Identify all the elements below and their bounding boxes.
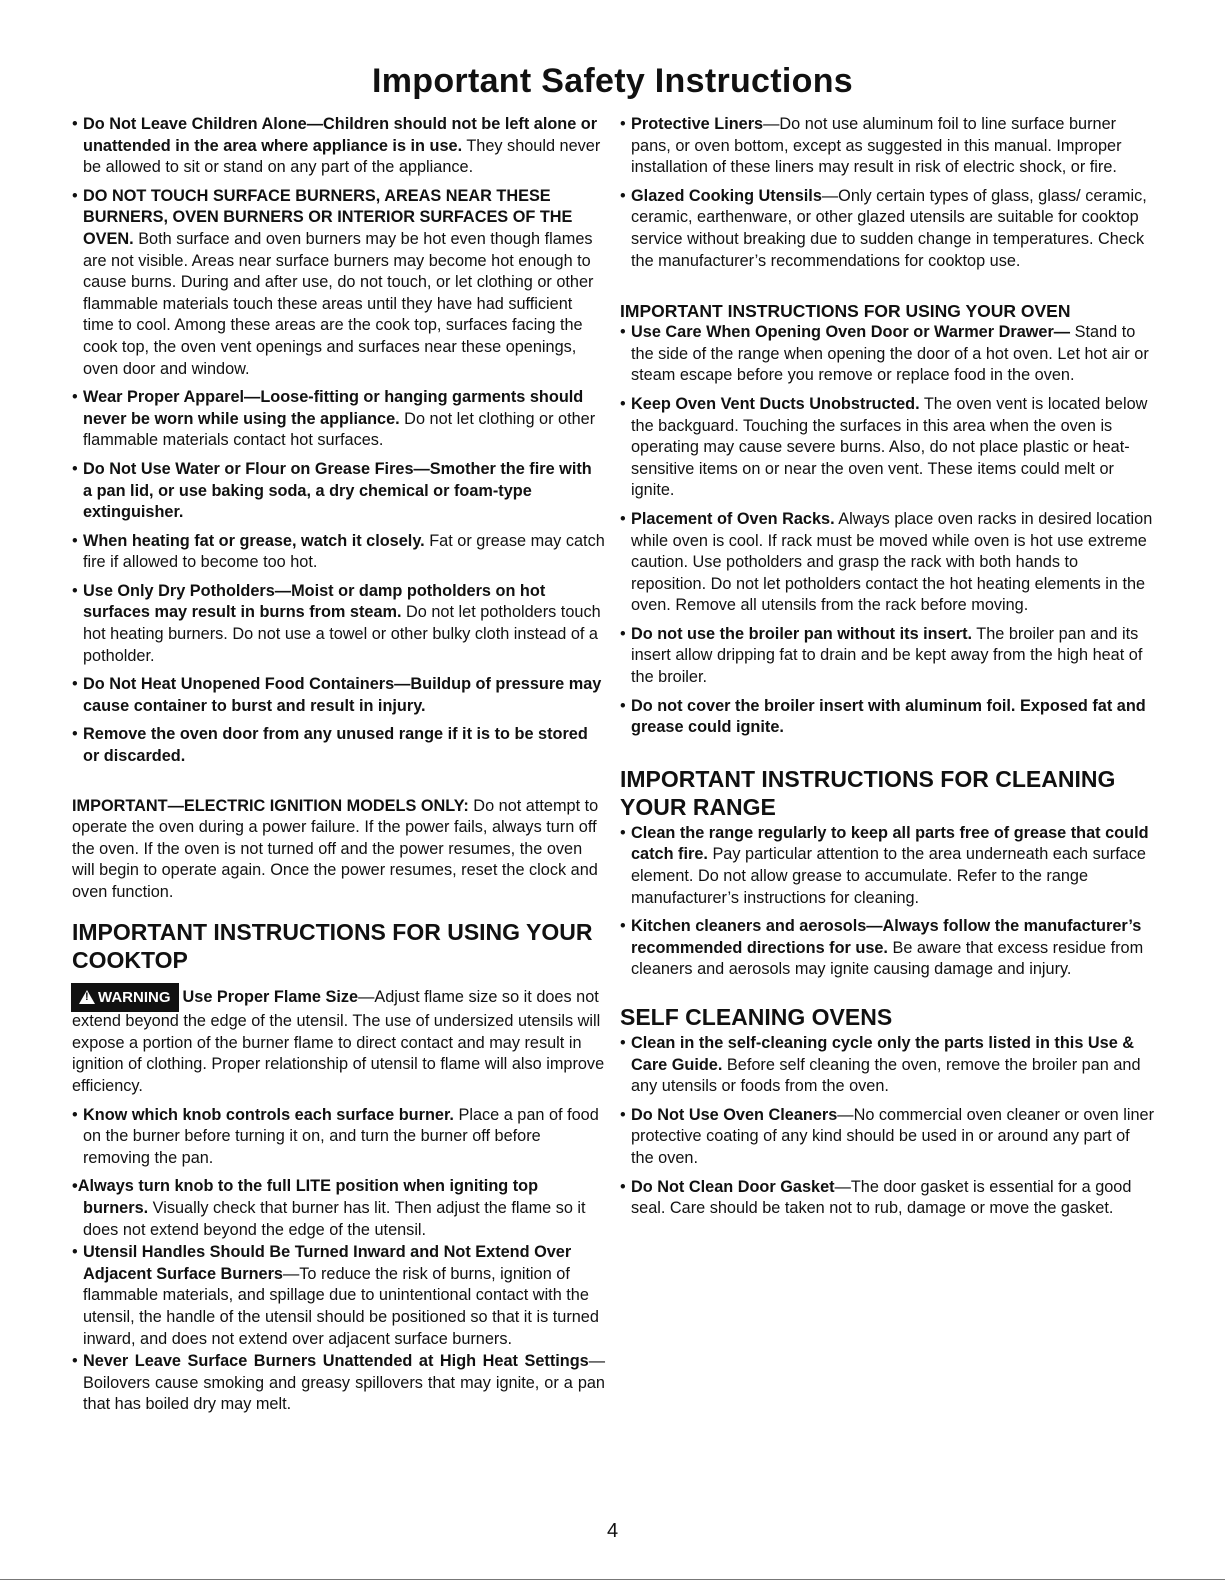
page-title: Important Safety Instructions bbox=[372, 62, 853, 100]
list-item: • Do Not Clean Door Gasket—The door gasket is essential for a good seal. Care should be taken not to rub, damage or move the gasket. bbox=[620, 1177, 1155, 1220]
right-column bbox=[620, 114, 1155, 1227]
list-item: • Protective Liners—Do not use aluminum foil to line surface burner pans, or oven bottom, except as suggested in this manual. Improper installation of these liners may result in risk of electric shock, or fire. bbox=[620, 114, 1155, 179]
list-item: • Remove the oven door from any unused range if it is to be stored or discarded. bbox=[72, 724, 605, 767]
list-item: • Use Only Dry Potholders—Moist or damp potholders on hot surfaces may result in burns from steam. Do not let potholders touch hot heating burners. Do not use a towel or other bulky cloth instead of a potholder. bbox=[72, 581, 605, 667]
cleaning-heading: IMPORTANT INSTRUCTIONS FOR CLEANING YOUR RANGE bbox=[620, 765, 1116, 820]
list-item: •Always turn knob to the full LITE position when igniting top burners. Visually check that burner has lit. Then adjust the flame so it does not extend beyond the edge of the utensil. bbox=[72, 1177, 586, 1239]
page-number: 4 bbox=[606, 1520, 619, 1542]
list-item: • Placement of Oven Racks. Always place oven racks in desired location while oven is cool. If rack must be moved while oven is hot use extreme caution. Use potholders and grasp the rack with both hands to reposition. Do not let potholders contact the hot heating elements in the oven. Remove all utensils from the rack before moving. bbox=[620, 509, 1155, 617]
list-item: • Do not cover the broiler insert with aluminum foil. Exposed fat and grease could ignite. bbox=[620, 696, 1155, 739]
cleaning-list bbox=[620, 823, 1155, 981]
list-item: • Utensil Handles Should Be Turned Inward and Not Extend Over Adjacent Surface Burners—To reduce the risk of burns, ignition of flammable materials, and spillage due to unintentional contact with the utensil, the handle of the utensil should be positioned so that it is turned inward, and does not extend over adjacent surface burners. bbox=[72, 1242, 605, 1350]
list-item: • Do Not Leave Children Alone—Children should not be left alone or unattended in the area where appliance is in use. They should never be allowed to sit or stand on any part of the appliance. bbox=[72, 114, 605, 179]
general-safety-list bbox=[72, 114, 605, 768]
list-item: • Clean the range regularly to keep all parts free of grease that could catch fire. Pay particular attention to the area underneath each surface element. Do not allow grease to accumulate. Refer to the range manufacturer’s instructions for cleaning. bbox=[620, 823, 1155, 909]
list-item: • Wear Proper Apparel—Loose-fitting or hanging garments should never be worn while using the appliance. Do not let clothing or other flammable materials contact hot surfaces. bbox=[72, 387, 605, 452]
list-item: • Know which knob controls each surface burner. Place a pan of food on the burner before turning it on, and turn the burner off before removing the pan. bbox=[72, 1105, 605, 1170]
list-item: • Keep Oven Vent Ducts Unobstructed. The oven vent is located below the backguard. Touching the surfaces in this area when the oven is operating may cause severe burns. Also, do not place plastic or heat-sensitive items on or near the oven vent. These items could melt or ignite. bbox=[620, 394, 1155, 502]
left-column bbox=[72, 114, 605, 1423]
list-item: • DO NOT TOUCH SURFACE BURNERS, AREAS NEAR THESE BURNERS, OVEN BURNERS OR INTERIOR SURFACES OF THE OVEN. Both surface and oven burners may be hot even though flames are not visible. Areas near surface burners may become hot enough to cause burns. During and after use, do not touch, or let clothing or other flammable materials touch these areas until they have had sufficient time to cool. Among these areas are the cook top, surfaces facing the cook top, the oven vent openings and surfaces near these openings, oven door and window. bbox=[72, 186, 605, 380]
warning-triangle-icon bbox=[79, 990, 95, 1004]
list-item: • Never Leave Surface Burners Unattended at High Heat Settings—Boilovers cause smoking and greasy spillovers that may ignite, or a pan that has boiled dry may melt. bbox=[72, 1351, 605, 1416]
oven-list bbox=[620, 322, 1155, 739]
self-cleaning-list bbox=[620, 1033, 1155, 1220]
list-item: • Do Not Use Water or Flour on Grease Fires—Smother the fire with a pan lid, or use baking soda, a dry chemical or foam-type extinguisher. bbox=[72, 459, 605, 524]
list-item: • When heating fat or grease, watch it closely. Fat or grease may catch fire if allowed to become too hot. bbox=[72, 531, 605, 574]
self-cleaning-heading: SELF CLEANING OVENS bbox=[620, 1004, 893, 1030]
list-item: • Do not use the broiler pan without its insert. The broiler pan and its insert allow dripping fat to drain and be kept away from the high heat of the broiler. bbox=[620, 624, 1155, 689]
list-item: • Kitchen cleaners and aerosols—Always follow the manufacturer’s recommended directions for use. Be aware that excess residue from cleaners and aerosols may ignite causing damage and injury. bbox=[620, 916, 1155, 981]
warning-paragraph: !WARNING Use Proper Flame Size—Adjust flame size so it does not extend beyond the edge of the utensil. The use of undersized utensils will expose a portion of the burner flame to direct contact and may result in ignition of clothing. Proper relationship of utensil to flame will also improve efficiency. bbox=[72, 984, 605, 1098]
oven-heading: IMPORTANT INSTRUCTIONS FOR USING YOUR OVEN bbox=[620, 301, 1071, 322]
bottom-divider bbox=[0, 1579, 1225, 1580]
list-item: • Clean in the self-cleaning cycle only the parts listed in this Use & Care Guide. Before self cleaning the oven, remove the broiler pan and any utensils or foods from the oven. bbox=[620, 1033, 1155, 1098]
electric-ignition-note: IMPORTANT—ELECTRIC IGNITION MODELS ONLY: Do not attempt to operate the oven during a power failure. If the power fails, always turn off the oven. If the oven is not turned off and the power resumes, the oven will begin to operate again. Once the power resumes, reset the clock and oven function. bbox=[72, 796, 599, 901]
utensil-list bbox=[620, 114, 1155, 272]
cooktop-heading: IMPORTANT INSTRUCTIONS FOR USING YOUR COOKTOP bbox=[72, 918, 593, 973]
list-item: • Glazed Cooking Utensils—Only certain types of glass, glass/ ceramic, ceramic, earthenware, or other glazed utensils are suitable for cooktop service without breaking due to sudden change in temperatures. Check the manufacturer’s recommendations for cooktop use. bbox=[620, 186, 1155, 272]
list-item: • Use Care When Opening Oven Door or Warmer Drawer— Stand to the side of the range when opening the door of a hot oven. Let hot air or steam escape before you remove or replace food in the oven. bbox=[620, 322, 1155, 387]
list-item: • Do Not Heat Unopened Food Containers—Buildup of pressure may cause container to burst and result in injury. bbox=[72, 674, 605, 717]
list-item: • Do Not Use Oven Cleaners—No commercial oven cleaner or oven liner protective coating of any kind should be used in or around any part of the oven. bbox=[620, 1105, 1155, 1170]
warning-badge: !WARNING bbox=[72, 984, 178, 1012]
cooktop-list bbox=[72, 1105, 605, 1416]
